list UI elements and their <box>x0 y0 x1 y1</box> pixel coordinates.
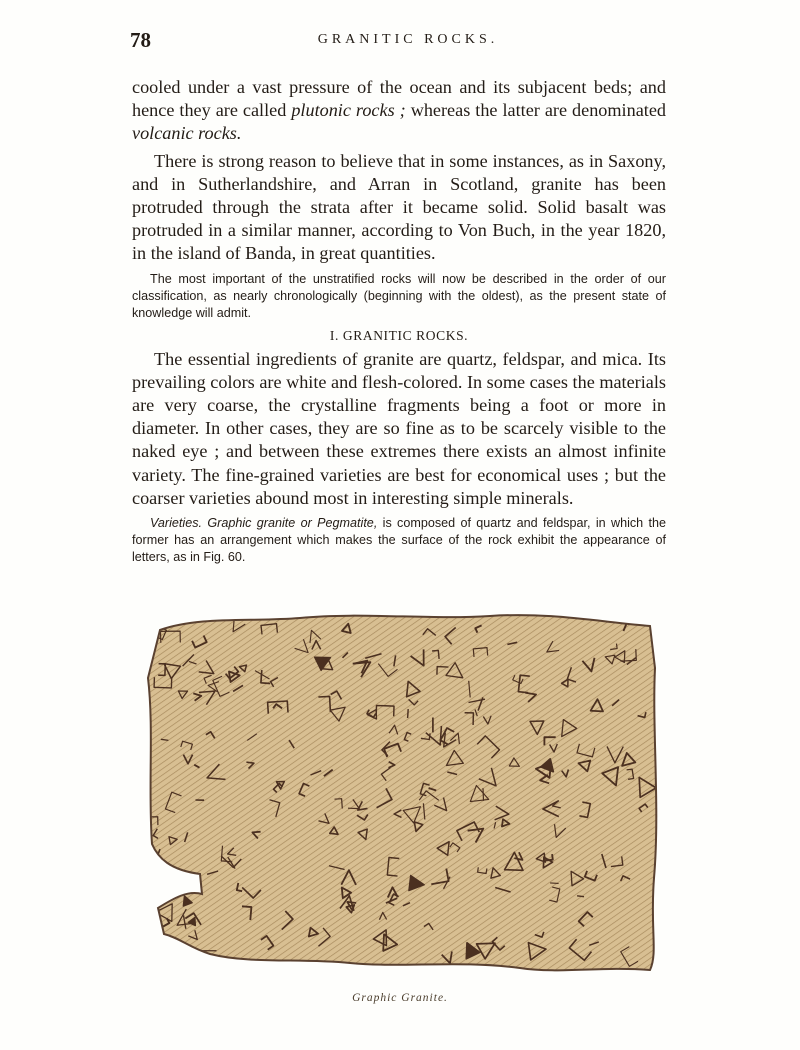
quartz-letter-mark <box>483 788 484 801</box>
quartz-letter-mark <box>408 709 409 718</box>
granite-slab <box>148 615 656 970</box>
quartz-letter-mark <box>577 896 584 897</box>
small-print-note: The most important of the unstratified rocks will now be described in the order of our classification, as nearly chronologically (beginning with the oldest), as the present state of knowledge will admit. <box>132 271 666 320</box>
italic-term-plutonic: plutonic rocks ; <box>291 100 406 121</box>
italic-term-volcanic: volcanic rocks. <box>132 123 242 144</box>
figure-caption: Graphic Granite. <box>352 992 448 1004</box>
running-head <box>130 28 666 58</box>
paragraph-text: whereas the latter are denominated <box>405 100 666 121</box>
paragraph-continued <box>132 76 666 146</box>
body-text <box>132 76 666 566</box>
paragraph-ingredients: The essential ingredients of granite are quartz, feldspar, and mica. Its prevailing colors are white and flesh-colored. In some cases the materials are very coarse, the crystalline fragments being a foot or more in diameter. In other cases, they are so fine as to be scarcely visible to the naked eye ; and between these extremes there exists an almost infinite variety. The fine-grained varieties are best for economical uses ; but the coarser varieties abound most in interesting simple minerals. <box>132 348 666 508</box>
paragraph-protrusion: There is strong reason to believe that in some instances, as in Saxony, and in Sutherlandshire, and Arran in Scotland, granite has been protruded through the strata after it became solid. Solid basalt was protruded in a similar manner, according to Von Buch, in the year 1820, in the island of Banda, in great quantities. <box>132 150 666 264</box>
quartz-letter-mark <box>173 874 193 890</box>
running-head-title: GRANITIC ROCKS. <box>317 32 499 47</box>
page-number: 78 <box>130 28 151 52</box>
figure-graphic-granite <box>130 608 670 978</box>
granite-illustration <box>130 608 670 978</box>
italic-varieties: Varieties. <box>150 516 203 531</box>
small-print-varieties <box>132 515 666 566</box>
paragraph-text: cooled under a vast pressure of the ocean and its subjacent beds; and hence they are called <box>132 77 666 121</box>
varieties-text: is composed of quartz and feldspar, in which the former has an arrangement which makes the surface of the rock exhibit the appearance of letters, as in Fig. 60. <box>132 516 667 565</box>
quartz-letter-mark <box>550 883 559 884</box>
quartz-letter-mark <box>161 940 170 955</box>
italic-graphic-granite: Graphic granite or Pegmatite, <box>207 516 378 531</box>
section-heading: I. GRANITIC ROCKS. <box>329 327 469 343</box>
